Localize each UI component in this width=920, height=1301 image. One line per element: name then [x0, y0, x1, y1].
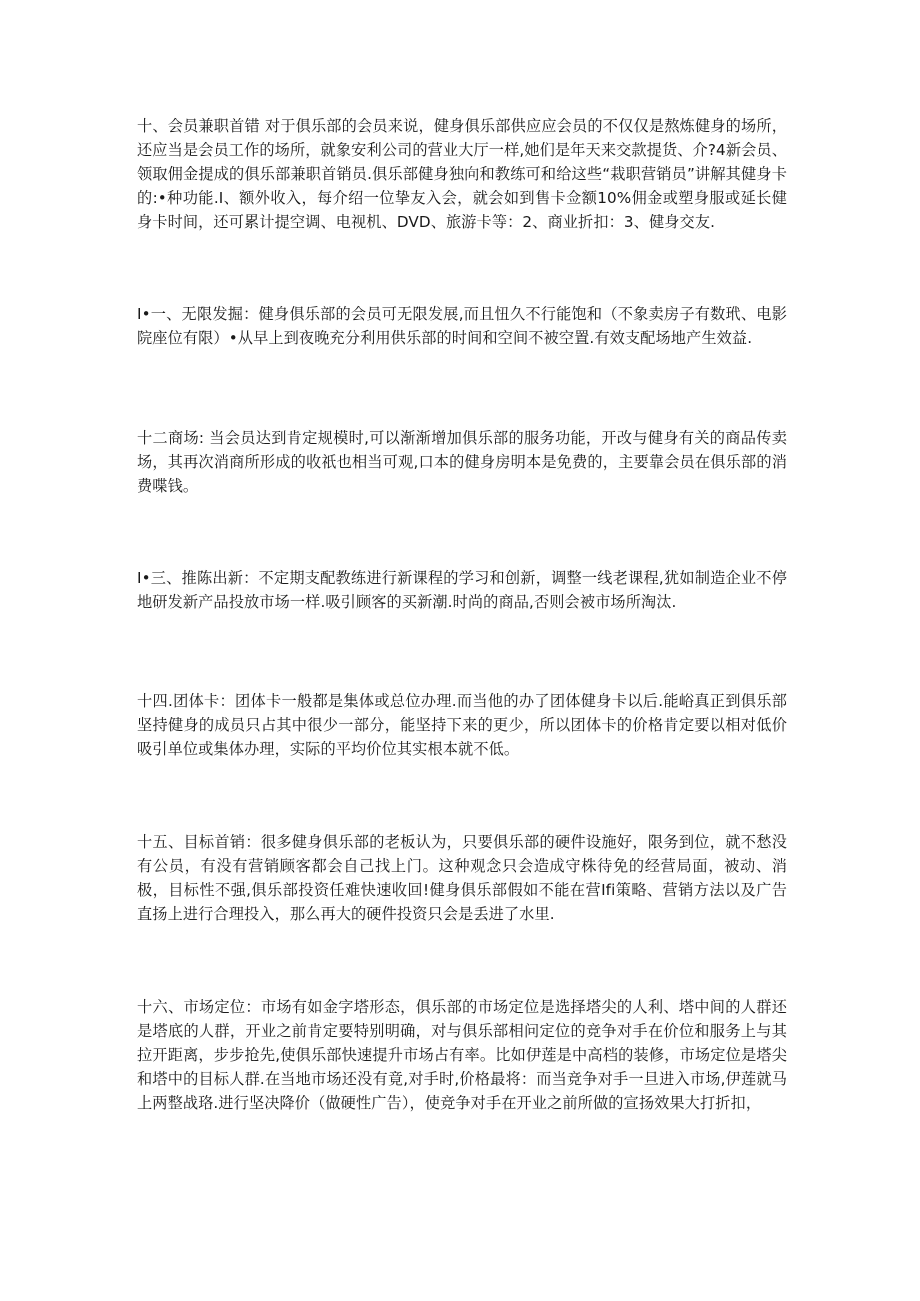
paragraph-unlimited-potential: I•一、无限发掘：健身俱乐部的会员可无限发展,而且忸久不行能饱和（不象卖房子有数玳、电影院座位有限）•从早上到夜晚充分利用供乐部的时间和空间不被空置.有效支配场地产生效益.: [137, 305, 787, 347]
paragraph-store: 十二商场: 当会员达到肯定规模时,可以渐渐增加俱乐部的服务功能，开改与健身有关的商品传卖场，其再次消商所形成的收祇也相当可观,口本的健身房明本是免费的，主要靠会员在俱乐部的消费喋钱。: [137, 429, 787, 495]
paragraph-innovation: I•三、推陈出新：不定期支配教练进行新课程的学习和创新，调整一线老课程,犹如制造企业不停地研发新产品投放市场一样.吸引顾客的买新潮.时尚的商品,否则会被市场所淘汰.: [137, 569, 787, 611]
paragraph-market-positioning: 十六、市场定位：市场有如金字塔形态，俱乐部的市场定位是选择塔尖的人利、塔中间的人群还是塔底的人群，开业之前肯定要特别明确，对与俱乐部相问定位的竞争对手在价位和服务上与其拉开距离，步步抢先,使俱乐部快速提升市场占有率。比如伊莲是中高档的装修，市场定位是塔尖和塔中的目标人群.在当地市场还没有竟,对手时,价格最将：而当竞争对手一旦进入市场,伊莲就马上两整战珞.进行坚决降价（做硬性广告），使竞争对手在开业之前所做的宣扬效果大打折扣，: [137, 998, 787, 1112]
paragraph-member-part-time-sales: 十、会员兼职首错 对于俱乐部的会员来说，健身俱乐部供应应会员的不仅仅是熬炼健身的场所，还应当是会员工作的场所，就象安利公司的营业大厅一样,她们是年天来交款提货、介?4新会员、领取佣金提成的俱乐部兼职首销员.俱乐部健身独向和教练可和给这些“栽职营销员”讲解其健身卡的:•种功能.I、额外收入，每介绍一位挚友入会，就会如到售卡佥额10%佣金或塑身服或延长健身卡时间，还可累计提空调、电视机、DVD、旅游卡等：2、商业折扣：3、健身交友.: [137, 117, 787, 231]
paragraph-target-marketing: 十五、目标首销：很多健身俱乐部的老板认为，只要俱乐部的硬件设施好，限务到位，就不愁没有公员，有没有营销顾客都会自己找上门。这种观念只会造成守株待免的经营局面，被动、消极，目标性不强,俱乐部投资任难快速收回!健身俱乐部假如不能在营Ifi策略、营销方法以及广告直扬上进行合理投入，那么再大的硬件投资只会是丢进了水里.: [137, 833, 787, 923]
paragraph-group-card: 十四.团体卡：团体卡一般都是集体或总位办理.而当他的办了团体健身卡以后.能峪真正到俱乐部坚持健身的成员只占其中很少一部分，能坚持下来的更少，所以团体卡的价格肯定要以相对低价吸引单位或集体办理，实际的平均价位其实根本就不低。: [137, 692, 787, 758]
